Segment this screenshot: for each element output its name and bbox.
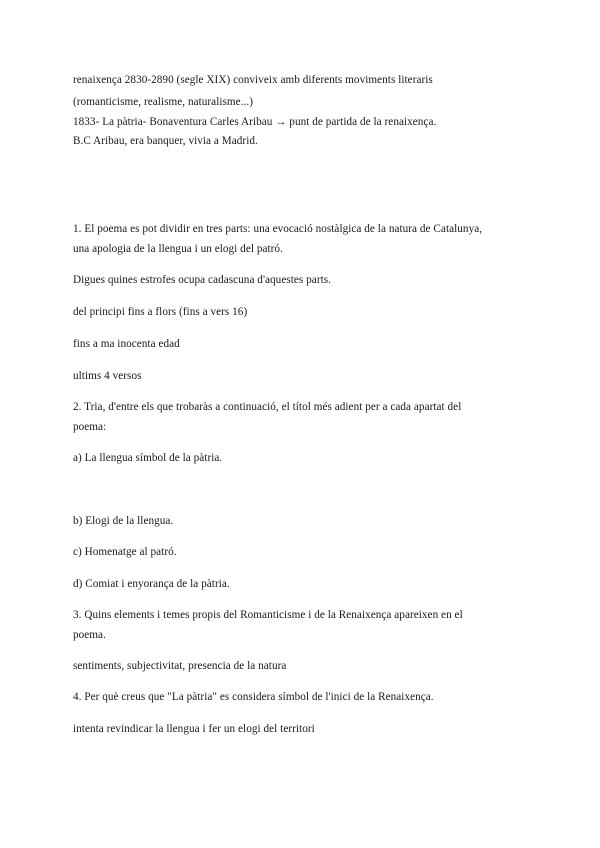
question-1-line-1: 1. El poema es pot dividir en tres parts: una evocació nostàlgica de la natura de Catalunya,	[73, 223, 483, 235]
question-3-answer: sentiments, subjectivitat, presencia de la natura	[73, 660, 287, 672]
question-1-line-2: una apologia de la llengua i un elogi del patró.	[73, 243, 283, 255]
question-3-line-1: 3. Quins elements i temes propis del Romanticisme i de la Renaixença apareixen en el	[73, 609, 463, 621]
question-2-line-1: 2. Tria, d'entre els que trobaràs a continuació, el títol més adient per a cada apartat del	[73, 401, 462, 413]
header-line-3: 1833- La pàtria- Bonaventura Carles Aribau → punt de partida de la renaixença.	[73, 116, 437, 128]
question-2-option-b: b) Elogi de la llengua.	[73, 515, 174, 527]
header-line-2: (romanticisme, realisme, naturalisme...)	[73, 96, 254, 108]
question-4-line-1: 4. Per què creus que "La pàtria" es considera símbol de l'inici de la Renaixença.	[73, 691, 434, 703]
header-line-4: B.C Aribau, era banquer, vivia a Madrid.	[73, 135, 258, 147]
question-2-option-d: d) Comiat i enyorança de la pàtria.	[73, 578, 230, 590]
question-2-option-a: a) La llengua símbol de la pàtria.	[73, 452, 223, 464]
question-2-line-2: poema:	[73, 421, 107, 433]
question-1-answer-1: del principi fins a flors (fins a vers 16)	[73, 306, 248, 318]
question-4-answer: intenta revindicar la llengua i fer un elogi del territori	[73, 723, 315, 735]
header-line-1: renaixença 2830-2890 (segle XIX) conviveix amb diferents moviments literaris	[73, 74, 433, 86]
question-1-answer-2: fins a ma inocenta edad	[73, 338, 180, 350]
question-3-line-2: poema.	[73, 629, 106, 641]
question-1-answer-3: ultims 4 versos	[73, 370, 142, 382]
question-1-instruction: Digues quines estrofes ocupa cadascuna d'aquestes parts.	[73, 274, 332, 286]
question-2-option-c: c) Homenatge al patró.	[73, 546, 177, 558]
